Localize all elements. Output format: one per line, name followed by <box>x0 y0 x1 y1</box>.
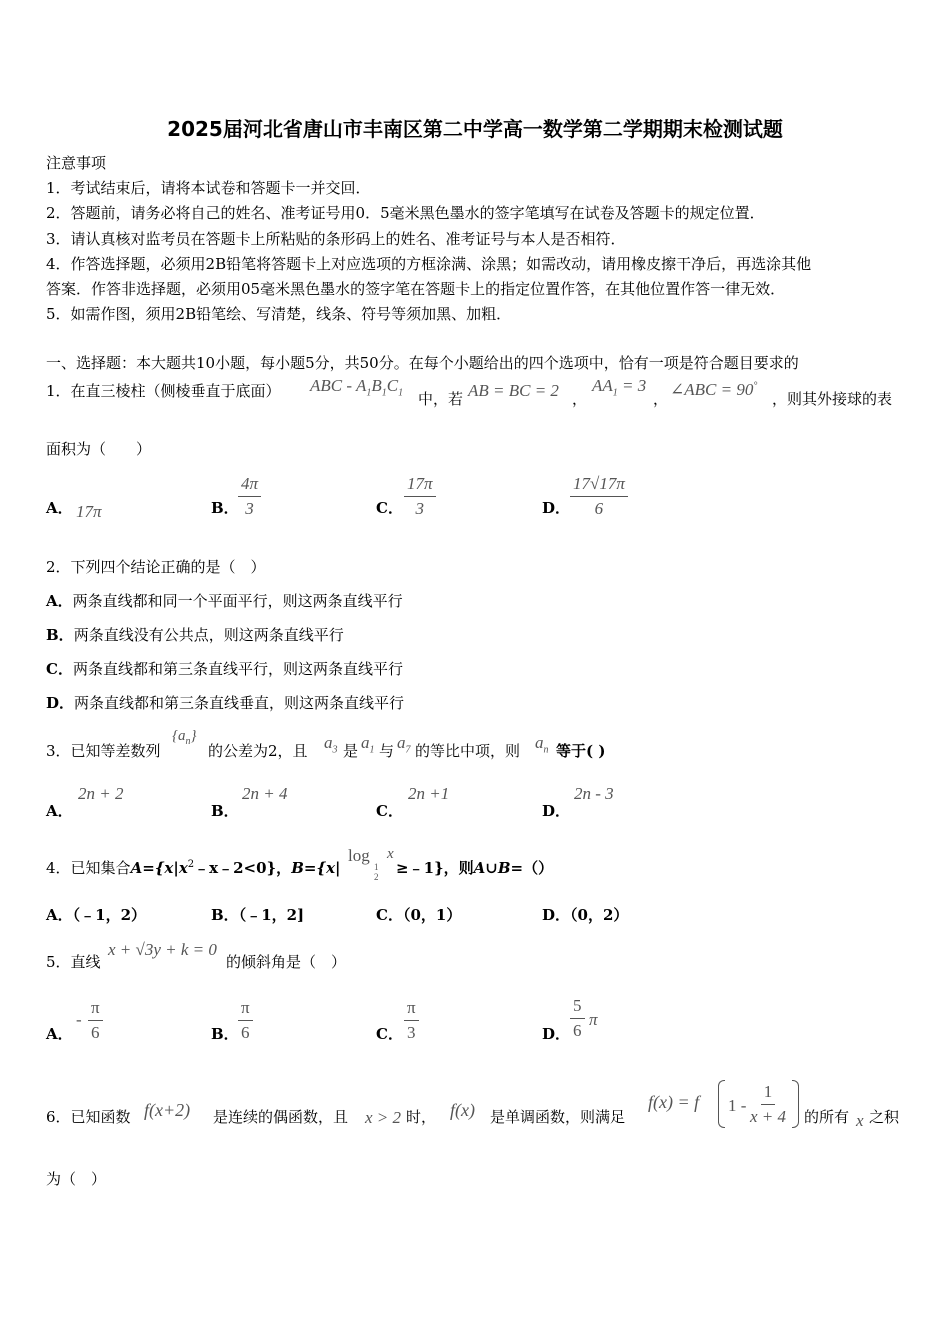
math-part: a <box>361 733 370 752</box>
math-part: a <box>397 733 406 752</box>
math-sub: 1 <box>612 387 618 399</box>
option-d-value: 2n - 3 <box>574 784 614 803</box>
question-2-stem: 2．下列四个结论正确的是（ ） <box>46 558 266 576</box>
log-base <box>374 862 379 882</box>
math-line-equation: x + √3y + k = 0 <box>108 940 217 959</box>
question-text <box>396 857 553 878</box>
notice-item: 4．作答选择题，必须用2B铅笔将答题卡上对应选项的方框涂满、涂黑；如需改动，请用橡皮擦干净后，再选涂其他 <box>46 255 812 273</box>
question-text: 是连续的偶函数，且 <box>213 1108 349 1126</box>
question-text: 之积 <box>869 1108 900 1126</box>
option-b-label[interactable]: B． <box>211 1025 239 1043</box>
option-a-label[interactable]: A． <box>46 802 73 820</box>
math-sub: n <box>543 744 549 756</box>
question-text: 为（ ） <box>46 1170 107 1188</box>
question-text: ，则其外接球的表 <box>772 390 893 408</box>
question-text: ， <box>572 390 588 408</box>
math-angle <box>670 380 757 400</box>
set-b-condition: ≥﹣1}，则 <box>396 859 474 877</box>
option-b-label[interactable]: B． <box>211 499 239 517</box>
question-text: 在直三棱柱（侧棱垂直于底面） <box>70 382 281 400</box>
question-text: 等于( ) <box>556 742 606 760</box>
math-sequence <box>172 728 197 747</box>
question-text: 与 <box>379 742 395 760</box>
section-heading: 一、选择题：本大题共10小题，每小题5分，共50分。在每个小题给出的四个选项中，恰有一项是符合题目要求的 <box>46 354 799 372</box>
option-d[interactable] <box>46 692 404 713</box>
option-label: B． <box>46 626 74 644</box>
math-a3 <box>324 733 338 755</box>
option-label: A． <box>46 592 73 610</box>
option-text: （﹣1，2] <box>238 906 305 924</box>
option-c-fraction <box>404 474 436 519</box>
option-text: 两条直线没有公共点，则这两条直线平行 <box>73 626 344 644</box>
question-text: 面积为（ ） <box>46 440 152 458</box>
math-part: B <box>371 376 382 395</box>
notice-item: 5．如需作图，须用2B铅笔绘、写清楚，线条、符号等须加黑、加粗． <box>46 305 512 323</box>
fraction-denominator: 3 <box>407 1023 416 1042</box>
notice-heading: 注意事项 <box>46 154 107 172</box>
math-part: {a <box>172 728 186 744</box>
fraction-denominator: 6 <box>91 1023 100 1042</box>
option-a-value: 2n + 2 <box>78 784 124 803</box>
option-label: B． <box>211 906 239 924</box>
math-part: a <box>324 733 333 752</box>
fraction-numerator: π <box>238 998 253 1021</box>
math-sub: 1 <box>366 387 372 399</box>
option-a[interactable] <box>46 590 403 611</box>
math-x-gt-2: x > 2 <box>365 1108 402 1127</box>
option-text: （0，1） <box>402 906 462 924</box>
fraction-denominator: 6 <box>594 499 604 518</box>
math-x: x <box>387 846 394 862</box>
option-d-pi: π <box>589 1010 598 1029</box>
option-label: D． <box>46 694 75 712</box>
math-an <box>535 733 549 755</box>
option-a-value: 17π <box>76 502 102 521</box>
option-label: A． <box>46 906 73 924</box>
union: A∪B <box>473 859 511 877</box>
math-sub: 1 <box>369 744 375 756</box>
question-text: 的公差为2，且 <box>208 742 308 760</box>
fraction-numerator: π <box>88 998 103 1021</box>
option-c[interactable] <box>376 904 461 925</box>
question-text: 是单调函数，则满足 <box>490 1108 626 1126</box>
set-a: A={x|x <box>130 859 188 877</box>
option-text: （﹣1，2） <box>72 906 147 924</box>
fraction-numerator: 17π <box>404 474 436 497</box>
math-sub: 1 <box>398 387 404 399</box>
option-d-fraction <box>570 474 628 519</box>
option-text: （0，2） <box>570 906 629 924</box>
math-prism <box>310 376 403 398</box>
fraction-denominator: 3 <box>415 499 425 518</box>
math-part: ABC - A <box>310 376 367 395</box>
math-f-x: f(x) <box>450 1100 475 1120</box>
math-equation-lhs: f(x) = f <box>648 1092 700 1112</box>
math-part: } <box>190 728 197 744</box>
math-sup: ° <box>753 380 758 392</box>
option-b-label[interactable]: B． <box>211 802 239 820</box>
log-base-denominator: 2 <box>374 872 379 882</box>
question-text: 的等比中项，则 <box>415 742 521 760</box>
option-b-fraction <box>238 474 261 519</box>
question-number: 5． <box>46 953 71 971</box>
question-text: 是 <box>343 742 359 760</box>
question-text: ， <box>653 390 669 408</box>
option-b-value: 2n + 4 <box>242 784 288 803</box>
math-aa1 <box>592 376 646 398</box>
option-label: C． <box>46 660 73 678</box>
math-sub: 3 <box>332 744 338 756</box>
option-c-fraction <box>404 998 419 1043</box>
option-d-label[interactable]: D． <box>542 1025 571 1043</box>
question-3-stem <box>46 740 161 761</box>
question-1-stem <box>46 380 281 401</box>
math-fraction <box>750 1082 786 1127</box>
math-a7 <box>397 733 411 755</box>
option-c-label[interactable]: C． <box>376 499 403 517</box>
option-b[interactable] <box>46 624 344 645</box>
notice-item: 答案．作答非选择题，必须用05毫米黑色墨水的签字笔在答题卡上的指定位置作答，在其他位置作答一律无效． <box>46 280 786 298</box>
question-4-stem <box>46 857 340 878</box>
fraction-denominator: 6 <box>241 1023 250 1042</box>
fraction-numerator: 17√17π <box>570 474 628 497</box>
notice-item: 2．答题前，请务必将自己的姓名、准考证号用0．5毫米黑色墨水的签字笔填写在试卷及答题卡的规定位置． <box>46 204 765 222</box>
question-text: =（） <box>510 859 554 877</box>
question-5-stem <box>46 951 101 972</box>
math-sup: 2 <box>187 859 195 870</box>
math-sub: 7 <box>405 744 411 756</box>
math-one-minus: 1 - <box>728 1096 747 1115</box>
question-number: 4． <box>46 859 71 877</box>
math-ab-bc: AB = BC = 2 <box>468 381 559 400</box>
fraction-numerator: π <box>404 998 419 1021</box>
math-part: ∠ABC = 90 <box>670 380 754 399</box>
question-number: 3． <box>46 742 71 760</box>
math-f-x-plus-2: f(x+2) <box>144 1100 191 1120</box>
option-text: 两条直线都和第三条直线垂直，则这两条直线平行 <box>74 694 405 712</box>
notice-item: 3．请认真核对监考员在答题卡上所粘贴的条形码上的姓名、准考证号与本人是否相符． <box>46 230 626 248</box>
math-x: x <box>856 1111 864 1130</box>
option-d-label[interactable]: D． <box>542 499 571 517</box>
question-text: 中，若 <box>418 390 464 408</box>
page-title: 2025届河北省唐山市丰南区第二中学高一数学第二学期期末检测试题 <box>167 117 783 141</box>
log-base-numerator: 1 <box>374 862 379 872</box>
option-b[interactable] <box>211 904 304 925</box>
option-c-label[interactable]: C． <box>376 1025 403 1043</box>
question-6-stem <box>46 1106 131 1127</box>
math-part: AA <box>592 376 613 395</box>
fraction-numerator: 4π <box>238 474 261 497</box>
option-a-sign: - <box>76 1010 82 1029</box>
question-text: 已知集合 <box>70 859 131 877</box>
option-a[interactable] <box>46 904 146 925</box>
math-part: = 3 <box>617 376 647 395</box>
option-b-fraction <box>238 998 253 1043</box>
question-number: 6． <box>46 1108 71 1126</box>
question-number: 1． <box>46 382 71 400</box>
notice-item: 1．考试结束后，请将本试卷和答题卡一并交回． <box>46 179 371 197</box>
math-a1 <box>361 733 375 755</box>
option-label: D． <box>542 906 571 924</box>
fraction-denominator: 6 <box>573 1021 582 1040</box>
option-a-label[interactable]: A． <box>46 1025 73 1043</box>
option-d[interactable] <box>542 904 628 925</box>
option-c[interactable] <box>46 658 403 679</box>
math-log: log <box>348 846 370 865</box>
set-a-condition: ﹣x﹣2<0}， <box>194 859 292 877</box>
paren-left <box>718 1080 725 1128</box>
fraction-numerator: 1 <box>761 1082 776 1105</box>
math-part: a <box>535 733 544 752</box>
fraction-denominator: 3 <box>245 499 254 518</box>
option-a-fraction <box>88 998 103 1043</box>
math-part: C <box>386 376 399 395</box>
question-text: 已知等差数列 <box>70 742 161 760</box>
option-label: C． <box>376 906 403 924</box>
math-sub: n <box>185 736 191 747</box>
option-d-label[interactable]: D． <box>542 802 571 820</box>
question-text: 直线 <box>70 953 101 971</box>
option-d-fraction <box>570 996 585 1041</box>
option-c-value: 2n +1 <box>408 784 450 803</box>
question-text: 的倾斜角是（ ） <box>226 953 347 971</box>
paren-right <box>792 1080 799 1128</box>
option-text: 两条直线都和第三条直线平行，则这两条直线平行 <box>72 660 403 678</box>
fraction-numerator: 5 <box>570 996 585 1019</box>
option-text: 两条直线都和同一个平面平行，则这两条直线平行 <box>72 592 403 610</box>
option-c-label[interactable]: C． <box>376 802 403 820</box>
fraction-denominator: x + 4 <box>750 1107 787 1126</box>
set-b: B={x| <box>291 859 341 877</box>
question-text: 已知函数 <box>70 1108 131 1126</box>
math-sub: 1 <box>381 387 387 399</box>
option-a-label[interactable]: A． <box>46 499 73 517</box>
question-text: 的所有 <box>804 1108 850 1126</box>
question-text: 时， <box>406 1108 437 1126</box>
